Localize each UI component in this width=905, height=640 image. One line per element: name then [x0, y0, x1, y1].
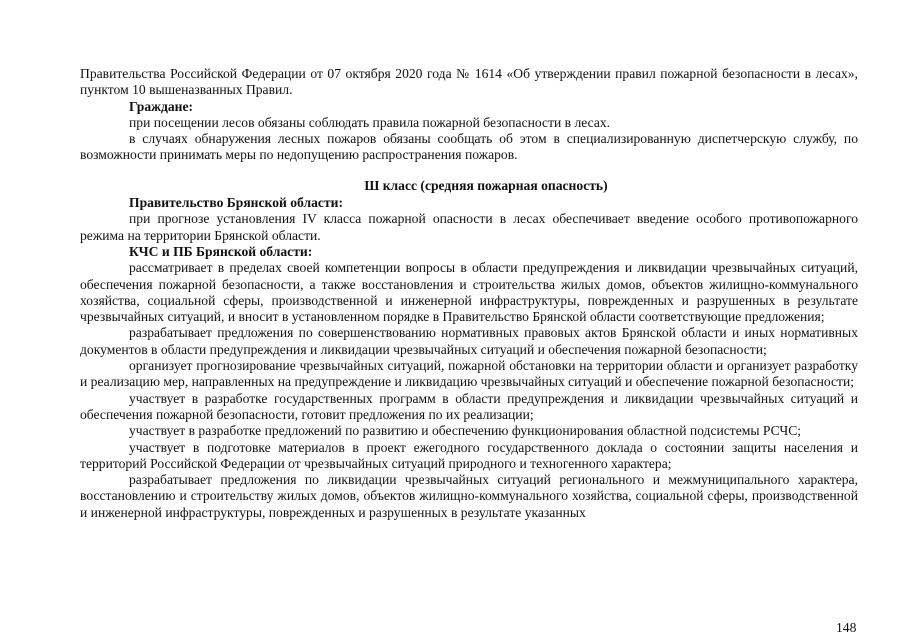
citizens-heading: Граждане: [129, 98, 194, 114]
kchs-item-7: разрабатывает предложения по ликвидации чрезвычайных ситуаций регионального и межмуниципального характера, восстановлению и строительству жилых домов, объектов жилищно-коммунального хозяйства, социальной сферы, производственной и инженерной инфраструктуры, поврежденных и разрушенных в результате указанных [80, 472, 858, 520]
kchs-item-2: разрабатывает предложения по совершенствованию нормативных правовых актов Брянской области и иных нормативных документов в области предупреждения и ликвидации чрезвычайных ситуаций и обеспечения пожарной безопасности; [80, 325, 858, 357]
kchs-item-5: участвует в разработке предложений по развитию и обеспечению функционирования областной подсистемы РСЧС; [129, 423, 802, 439]
kchs-item-3: организует прогнозирование чрезвычайных ситуаций, пожарной обстановки на территории области и организует разработку и реализацию мер, направленных на предупреждение и ликвидацию чрезвычайных ситуаций и обеспечение пожарной безопасности; [80, 358, 858, 390]
citizens-item-2: в случаях обнаружения лесных пожаров обязаны сообщать об этом в специализированную диспетчерскую службу, по возможности принимать меры по недопущению распространения пожаров. [80, 131, 858, 163]
intro-paragraph: Правительства Российской Федерации от 07 октября 2020 года № 1614 «Об утверждении правил пожарной безопасности в лесах», пунктом 10 вышеназванных Правил. [80, 66, 858, 98]
kchs-item-1: рассматривает в пределах своей компетенции вопросы в области предупреждения и ликвидации чрезвычайных ситуаций, обеспечения пожарной безопасности, а также восстановления и строительства жилых домов, объектов жилищно-коммунального хозяйства, социальной сферы, производственной и инженерной инфраструктуры, поврежденных и разрушенных в результате чрезвычайных ситуаций, и вносит в установленном порядке в Правительство Брянской области соответствующие предложения; [80, 260, 858, 325]
kchs-heading: КЧС и ПБ Брянской области: [129, 243, 313, 259]
kchs-item-4: участвует в разработке государственных программ в области предупреждения и ликвидации чрезвычайных ситуаций и обеспечения пожарной безопасности, готовит предложения по их реализации; [80, 390, 858, 422]
kchs-item-6: участвует в подготовке материалов в проект ежегодного государственного доклада о состоянии защиты населения и территорий Российской Федерации от чрезвычайных ситуаций природного и техногенного характера; [80, 439, 858, 471]
citizens-item-1: при посещении лесов обязаны соблюдать правила пожарной безопасности в лесах. [129, 114, 611, 130]
document-page [80, 66, 858, 521]
government-item-1: при прогнозе установления IV класса пожарной опасности в лесах обеспечивает введение особого противопожарного режима на территории Брянской области. [80, 211, 858, 243]
fire-class-heading: Ш класс (средняя пожарная опасность) [364, 177, 608, 193]
page-number: 148 [836, 620, 857, 635]
government-heading: Правительство Брянской области: [129, 195, 343, 211]
